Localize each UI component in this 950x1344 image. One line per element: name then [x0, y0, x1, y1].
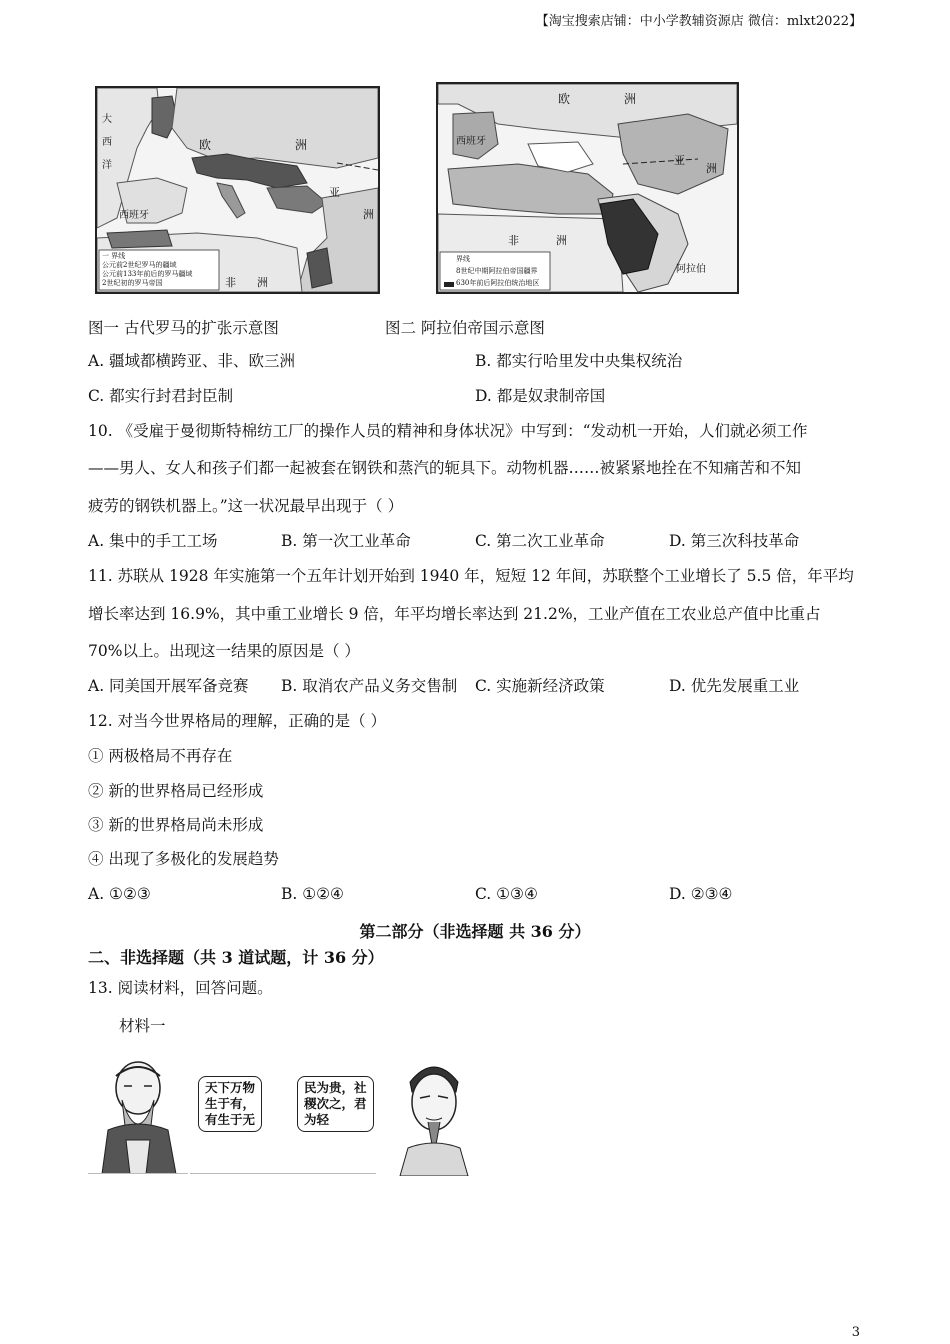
rome-map-caption: 图一 古代罗马的扩张示意图	[88, 319, 279, 337]
arab-map-label: 欧	[558, 92, 571, 106]
q12-stem: 12. 对当今世界格局的理解，正确的是（ ）	[88, 712, 387, 730]
q10-option-d[interactable]: D. 第三次科技革命	[669, 532, 800, 550]
part2-title: 第二部分（非选择题 共 36 分）	[359, 922, 591, 941]
arab-empire-map	[436, 82, 739, 294]
section2-title: 二、非选择题（共 3 道试题，计 36 分）	[88, 948, 384, 967]
q12-item-3: ③ 新的世界格局尚未形成	[88, 816, 264, 834]
material1-label: 材料一	[119, 1017, 166, 1035]
rome-map-label: 西	[102, 137, 112, 148]
q9-option-a[interactable]: A. 疆域都横跨亚、非、欧三洲	[88, 352, 296, 370]
mencius-speech-bubble: 民为贵，社 稷次之，君 为轻	[297, 1076, 374, 1132]
divider	[190, 1173, 376, 1174]
rome-map-label: 洲	[295, 138, 308, 152]
rome-legend-item: 一 界线	[102, 252, 126, 260]
page-header: 【淘宝搜索店铺：中小学教辅资源店 微信：mlxt2022】	[535, 14, 862, 29]
q10-stem-line-3: 疲劳的钢铁机器上。”这一状况最早出现于（ ）	[88, 497, 404, 515]
q12-option-d[interactable]: D. ②③④	[669, 885, 733, 903]
rome-legend-item: 公元前133年前后的罗马疆域	[102, 270, 193, 278]
arab-map-label: 洲	[624, 92, 637, 106]
rome-expansion-map	[95, 86, 380, 294]
q10-stem-line-2: ——男人、女人和孩子们都一起被套在钢铁和蒸汽的轭具下。动物机器……被紧紧地拴在不知痛苦和不知	[88, 459, 802, 477]
q9-option-c[interactable]: C. 都实行封君封臣制	[88, 387, 234, 405]
q12-item-2: ② 新的世界格局已经形成	[88, 782, 264, 800]
arab-legend-item: 630年前后阿拉伯统治地区	[456, 279, 540, 287]
q11-option-d[interactable]: D. 优先发展重工业	[669, 677, 800, 695]
q11-stem-line-1: 11. 苏联从 1928 年实施第一个五年计划开始到 1940 年，短短 12 年间，苏联整个工业增长了 5.5 倍，年平均	[88, 567, 854, 585]
q10-option-b[interactable]: B. 第一次工业革命	[281, 532, 411, 550]
q9-option-d[interactable]: D. 都是奴隶制帝国	[475, 387, 606, 405]
q10-option-c[interactable]: C. 第二次工业革命	[475, 532, 605, 550]
arab-map-caption: 图二 阿拉伯帝国示意图	[385, 319, 545, 337]
q13-stem: 13. 阅读材料，回答问题。	[88, 979, 273, 997]
rome-legend-item: 2世纪初的罗马帝国	[102, 279, 163, 287]
arab-map-label: 阿拉伯	[676, 264, 706, 275]
q10-option-a[interactable]: A. 集中的手工工场	[88, 532, 218, 550]
q12-option-c[interactable]: C. ①③④	[475, 885, 538, 903]
rome-map-label: 欧	[199, 138, 212, 152]
q11-option-c[interactable]: C. 实施新经济政策	[475, 677, 605, 695]
arab-map-label: 洲	[556, 234, 567, 247]
q11-stem-line-2: 增长率达到 16.9%，其中重工业增长 9 倍，年平均增长率达到 21.2%，工业产值在工农业总产值中比重占	[88, 605, 821, 623]
q12-item-1: ① 两极格局不再存在	[88, 747, 233, 765]
q12-item-4: ④ 出现了多极化的发展趋势	[88, 850, 279, 868]
rome-map-label: 亚	[329, 186, 340, 199]
arab-map-label: 洲	[706, 162, 717, 175]
q9-option-b[interactable]: B. 都实行哈里发中央集权统治	[475, 352, 683, 370]
rome-map-label: 大	[102, 114, 112, 125]
arab-legend-item: 8世纪中期阿拉伯帝国疆界	[456, 267, 538, 275]
arab-map-label: 非	[508, 234, 519, 247]
divider	[88, 1173, 188, 1174]
rome-map-label: 西班牙	[119, 210, 149, 221]
q12-option-a[interactable]: A. ①②③	[88, 885, 151, 903]
q11-option-b[interactable]: B. 取消农产品义务交售制	[281, 677, 458, 695]
laozi-portrait	[96, 1052, 180, 1174]
q11-stem-line-3: 70%以上。出现这一结果的原因是（ ）	[88, 642, 360, 660]
rome-map-label: 洲	[363, 208, 374, 221]
rome-map-label: 洲	[257, 276, 268, 289]
q12-option-b[interactable]: B. ①②④	[281, 885, 344, 903]
q10-stem-line-1: 10. 《受雇于曼彻斯特棉纺工厂的操作人员的精神和身体状况》中写到：“发动机一开始，人们就必须工作	[88, 422, 808, 440]
arab-legend-item: 界线	[456, 255, 470, 263]
mencius-portrait	[394, 1052, 474, 1176]
arab-map-label: 西班牙	[456, 136, 486, 147]
rome-map-label: 洋	[102, 160, 112, 171]
rome-map-label: 非	[225, 276, 236, 289]
laozi-speech-bubble: 天下万物 生于有， 有生于无	[198, 1076, 262, 1132]
rome-legend-item: 公元前2世纪罗马的疆域	[102, 261, 177, 269]
page-number: 3	[851, 1325, 860, 1340]
q11-option-a[interactable]: A. 同美国开展军备竞赛	[88, 677, 249, 695]
arab-map-label: 亚	[674, 154, 685, 167]
